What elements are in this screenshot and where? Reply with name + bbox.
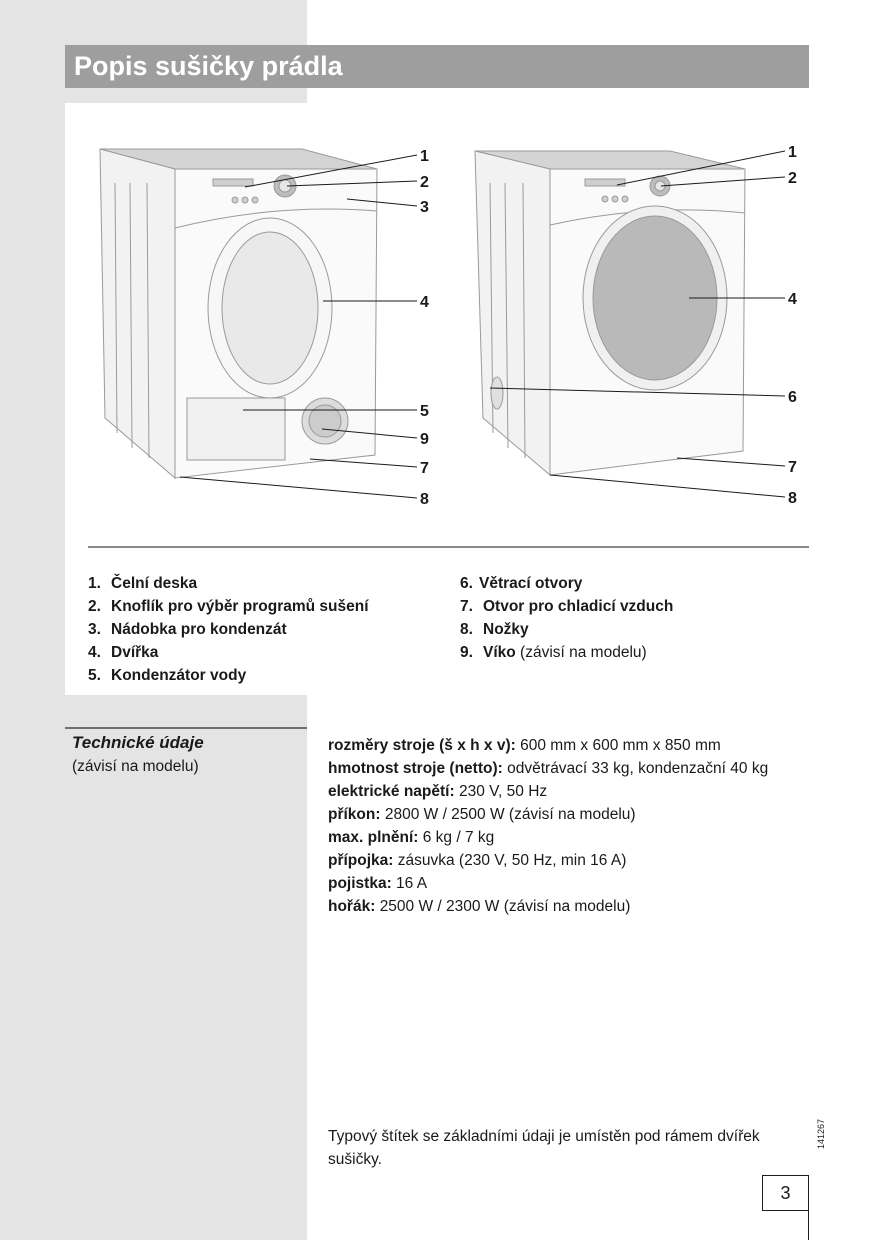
legend-item bbox=[460, 618, 673, 641]
legend-number: 6. bbox=[460, 575, 473, 592]
callout-right-8: 8 bbox=[788, 490, 797, 507]
vented-dryer-drawing bbox=[475, 151, 745, 475]
callout-right-6: 6 bbox=[788, 389, 797, 406]
condenser-dryer-drawing bbox=[100, 149, 377, 478]
callout-left-1: 1 bbox=[420, 148, 429, 165]
legend-left-column bbox=[88, 572, 369, 687]
page-title: Popis sušičky prádla bbox=[65, 45, 809, 88]
spec-key: elektrické napětí: bbox=[328, 783, 455, 800]
document-code bbox=[814, 1118, 828, 1154]
spec-row bbox=[328, 872, 768, 895]
spec-row bbox=[328, 849, 768, 872]
callout-left-8: 8 bbox=[420, 491, 429, 508]
legend-label: Dvířka bbox=[111, 644, 159, 661]
spec-key: hořák: bbox=[328, 898, 376, 915]
spec-row bbox=[328, 734, 768, 757]
callout-right-2: 2 bbox=[788, 170, 797, 187]
spec-key: max. plnění: bbox=[328, 829, 419, 846]
legend-right-column bbox=[460, 572, 673, 664]
callout-left-5: 5 bbox=[420, 403, 429, 420]
specs-heading: Technické údaje bbox=[72, 733, 204, 752]
legend-number: 1. bbox=[88, 575, 101, 592]
spec-value: 2500 W / 2300 W (závisí na modelu) bbox=[379, 898, 631, 915]
specs-divider bbox=[65, 727, 307, 729]
legend-label: Nožky bbox=[483, 621, 529, 638]
callout-left-7: 7 bbox=[420, 460, 429, 477]
legend-number: 4. bbox=[88, 644, 101, 661]
spec-key: hmotnost stroje (netto): bbox=[328, 760, 503, 777]
legend-item bbox=[88, 618, 369, 641]
spec-value: 16 A bbox=[396, 875, 428, 892]
callout-left-2: 2 bbox=[420, 174, 429, 191]
legend-number: 3. bbox=[88, 621, 101, 638]
legend-note: (závisí na modelu) bbox=[520, 644, 647, 661]
callout-right-4: 4 bbox=[788, 291, 797, 308]
legend-item bbox=[88, 664, 369, 687]
callout-left-3: 3 bbox=[420, 199, 429, 216]
spec-row bbox=[328, 895, 768, 918]
specs-subheading: (závisí na modelu) bbox=[72, 758, 199, 775]
page-number-tail bbox=[808, 1210, 809, 1240]
legend-item bbox=[460, 572, 673, 595]
legend-label: Kondenzátor vody bbox=[111, 667, 247, 684]
spec-value: 600 mm x 600 mm x 850 mm bbox=[520, 737, 721, 754]
legend-item bbox=[88, 595, 369, 618]
legend-item bbox=[460, 595, 673, 618]
document-code-text: 141267 bbox=[816, 1118, 827, 1150]
spec-key: příkon: bbox=[328, 806, 381, 823]
legend-label: Nádobka pro kondenzát bbox=[111, 621, 287, 638]
dryer-illustration bbox=[65, 103, 809, 523]
spec-row bbox=[328, 757, 768, 780]
legend-label: Otvor pro chladicí vzduch bbox=[483, 598, 674, 615]
spec-row bbox=[328, 780, 768, 803]
legend-number: 7. bbox=[460, 598, 473, 615]
legend-number: 9. bbox=[460, 644, 473, 661]
legend-item bbox=[88, 641, 369, 664]
spec-value: odvětrávací 33 kg, kondenzační 40 kg bbox=[507, 760, 769, 777]
legend-label: Víko bbox=[483, 644, 516, 661]
page-number: 3 bbox=[762, 1175, 809, 1211]
spec-key: pojistka: bbox=[328, 875, 392, 892]
legend-label: Knoflík pro výběr programů sušení bbox=[111, 598, 369, 615]
spec-row bbox=[328, 826, 768, 849]
callout-left-9: 9 bbox=[420, 431, 429, 448]
legend-item bbox=[88, 572, 369, 595]
spec-value: 230 V, 50 Hz bbox=[458, 783, 548, 800]
legend-label: Větrací otvory bbox=[479, 575, 583, 592]
legend-number: 2. bbox=[88, 598, 101, 615]
spec-key: přípojka: bbox=[328, 852, 394, 869]
specs-list bbox=[328, 734, 768, 918]
spec-row bbox=[328, 803, 768, 826]
legend-item bbox=[460, 641, 673, 664]
spec-key: rozměry stroje (š x h x v): bbox=[328, 737, 516, 754]
spec-value: 6 kg / 7 kg bbox=[422, 829, 495, 846]
spec-value: zásuvka (230 V, 50 Hz, min 16 A) bbox=[397, 852, 627, 869]
legend-divider bbox=[88, 546, 809, 548]
callout-left-4: 4 bbox=[420, 294, 429, 311]
spec-value: 2800 W / 2500 W (závisí na modelu) bbox=[384, 806, 636, 823]
legend-label: Čelní deska bbox=[111, 575, 198, 592]
rating-plate-note: Typový štítek se základními údaji je umístěn pod rámem dvířek sušičky. bbox=[328, 1128, 760, 1168]
legend-number: 5. bbox=[88, 667, 101, 684]
callout-right-7: 7 bbox=[788, 459, 797, 476]
callout-right-1: 1 bbox=[788, 144, 797, 161]
legend-number: 8. bbox=[460, 621, 473, 638]
